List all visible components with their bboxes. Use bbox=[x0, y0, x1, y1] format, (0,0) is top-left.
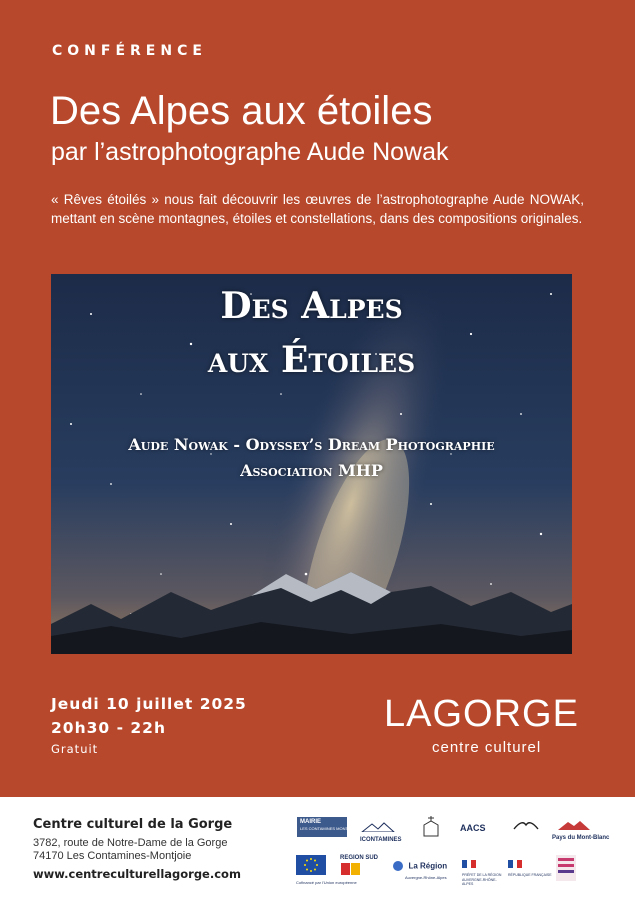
event-price: Gratuit bbox=[51, 742, 99, 756]
republique-label: RÉPUBLIQUE FRANÇAISE bbox=[508, 873, 552, 877]
venue-address-line2: 74170 Les Contamines-Montjoie bbox=[33, 850, 192, 862]
mountain-icon bbox=[360, 822, 396, 832]
pays-mont-blanc-logo bbox=[552, 817, 609, 842]
photo-credit-line2: Association MHP bbox=[240, 461, 383, 480]
la-gorge-logo: LAGORGE bbox=[384, 693, 579, 735]
event-date: Jeudi 10 juillet 2025 bbox=[51, 695, 247, 713]
photo-credit-line1: Aude Nowak - Odyssey’s Dream Photographie bbox=[128, 435, 495, 454]
region-sud-logo bbox=[340, 855, 378, 881]
eu-flag-icon bbox=[296, 855, 326, 875]
mairie-logo-label: MAIRIE bbox=[300, 819, 321, 825]
event-subtitle: par l’astrophotographe Aude Nowak bbox=[51, 138, 449, 166]
event-time: 20h30 - 22h bbox=[51, 719, 167, 737]
event-title: Des Alpes aux étoiles bbox=[50, 89, 433, 133]
church-logo bbox=[420, 815, 442, 842]
la-gorge-tagline: centre culturel bbox=[432, 739, 542, 756]
event-kicker: CONFÉRENCE bbox=[52, 43, 207, 59]
mairie-logo-sub: LES CONTAMINES MONTJOIE bbox=[300, 826, 357, 831]
amis-logo bbox=[512, 817, 540, 838]
villes-icon bbox=[556, 855, 576, 881]
aacs-logo-label: AACS bbox=[460, 823, 486, 833]
photo-title-line1: Des Alpes bbox=[220, 285, 403, 327]
prefet-label: PRÉFET DE LA RÉGION AUVERGNE-RHÔNE-ALPES bbox=[462, 873, 502, 886]
prefet-logo bbox=[462, 855, 502, 887]
venue-name: Centre culturel de la Gorge bbox=[33, 817, 233, 832]
la-region-label: La Région bbox=[408, 861, 448, 871]
mairie-logo bbox=[297, 817, 357, 837]
icontamines-logo-label: ICONTAMINES bbox=[360, 837, 402, 843]
pays-mont-blanc-label: Pays du Mont-Blanc bbox=[552, 835, 610, 841]
eu-logo-label: Cofinancé par l’Union européenne bbox=[296, 880, 357, 885]
republique-flag-icon bbox=[508, 860, 522, 868]
peak-icon bbox=[552, 820, 596, 830]
milky-way-photo bbox=[51, 274, 572, 654]
bird-icon bbox=[512, 817, 540, 833]
church-icon bbox=[420, 815, 442, 837]
venue-website-link[interactable]: www.centreculturellagorge.com bbox=[33, 867, 241, 881]
aacs-logo bbox=[460, 823, 486, 833]
eu-logo bbox=[296, 855, 357, 885]
poster-footer bbox=[0, 797, 635, 898]
la-region-sub: Auvergne-Rhône-Alpes bbox=[405, 875, 447, 880]
la-region-icon bbox=[392, 860, 404, 872]
villes-logo bbox=[556, 855, 578, 883]
venue-address-line1: 3782, route de Notre-Dame de la Gorge bbox=[33, 837, 228, 849]
region-sud-icon bbox=[340, 862, 362, 876]
republique-logo bbox=[508, 855, 552, 878]
icontamines-logo bbox=[360, 819, 402, 844]
la-region-logo bbox=[392, 857, 447, 880]
event-description: « Rêves étoilés » nous fait découvrir les œuvres de l’astrophotographe Aude NOWAK, mettant en scène montagnes, étoiles et constellations, dans des compositions originales. bbox=[51, 192, 584, 226]
region-sud-label: REGION SUD bbox=[340, 855, 379, 861]
marianne-flag-icon bbox=[462, 860, 476, 868]
photo-title-line2: aux Étoiles bbox=[207, 339, 416, 381]
